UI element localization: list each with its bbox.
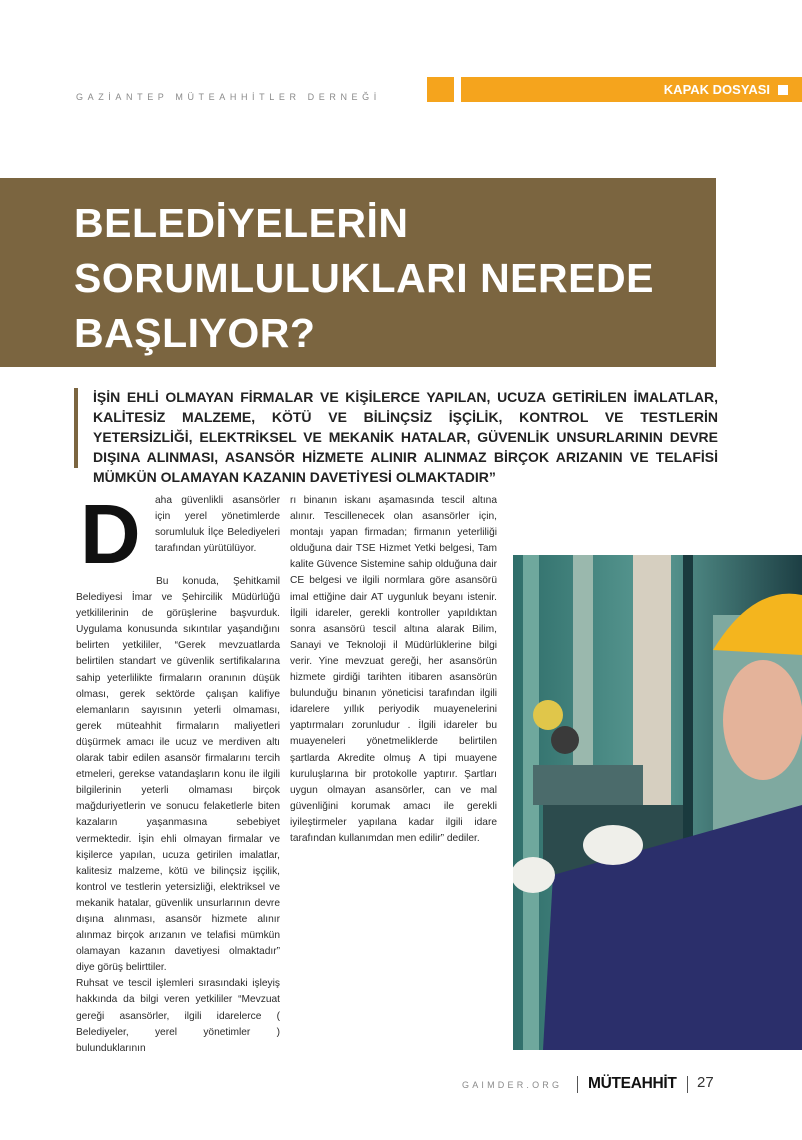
- footer-magazine-logo: MÜTEAHHİT: [588, 1075, 677, 1092]
- drop-cap: D: [80, 487, 141, 581]
- body-paragraph-intro: aha güvenlikli asansörler için yerel yönetimlerde sorumluluk İlçe Belediyeleri tarafından yürütülüyor.: [155, 495, 280, 555]
- body-column-2: [290, 493, 497, 847]
- title-line-3: BAŞLIYOR?: [74, 310, 316, 356]
- page-number: 27: [697, 1074, 714, 1091]
- footer-divider: [577, 1076, 578, 1093]
- section-square-icon: [778, 85, 788, 95]
- title-line-2: SORUMLULUKLARI NEREDE: [74, 255, 654, 301]
- title-line-1: BELEDİYELERİN: [74, 200, 409, 246]
- section-bar: [461, 77, 802, 102]
- body-column-1-top: [155, 493, 280, 557]
- article-title: [74, 196, 654, 361]
- elevator-technician-photo: [513, 555, 802, 1050]
- header-accent-square: [427, 77, 454, 102]
- body-paragraph-2: Ruhsat ve tescil işlemleri sırasındaki işleyiş hakkında da bilgi veren yetkililer “Mevzuat gereği asansörler, ilgili idarelerce ( Belediyeler, yerel yönetimler ) bulunduklarının: [76, 978, 280, 1054]
- photo-illustration: [513, 555, 802, 1050]
- lead-paragraph: İŞİN EHLİ OLMAYAN FİRMALAR VE KİŞİLERCE YAPILAN, UCUZA GETİRİLEN İMALATLAR, KALİTESİZ MALZEME, KÖTÜ VE BİLİNÇSİZ İŞÇİLİK, KONTROL VE TESTLERİN YETERSİZLİĞİ, ELEKTRİKSEL VE MEKANİK HATALAR, GÜVENLİK UNSURLARININ DEVRE DIŞINA ALINMASI, ASANSÖR HİZMETE ALINIR ALINMAZ BİRÇOK ARIZANIN VE TELAFİSİ MÜMKÜN OLAMAYAN KAZANIN DAVETİYESİ OLMAKTADIR”: [93, 389, 718, 485]
- section-label: KAPAK DOSYASI: [663, 82, 770, 97]
- header-org-name: GAZİANTEP MÜTEAHHİTLER DERNEĞİ: [76, 92, 381, 102]
- body-paragraph-1: Bu konuda, Şehitkamil Belediyesi İmar ve Şehircilik Müdürlüğü yetkililerinin de görüşlerine başvurduk. Uygulama konusunda sıkıntılar yaşandığını belirten yetkililer, “Gerek mevzuatlarda belirtilen standart ve güvenlik sertifikalarına sahip yeterlilikte firmaların oranının düşük olması, gerek sektörde çalışan kalifiye elemanların sayısının yeterli olmaması, gerek müteahhit firmaların maliyetleri düşürmek amacı ile ucuz ve merdiven altı olarak tabir edilen asansör firmalarını tercih etmeleri, gerekse vatandaşların konu ile ilgili bilgilerinin yeterli olmaması birçok mağduriyetlerin ve sonucu felaketlerle biten kazaların yaşanmasına sebebiyet vermektedir. İşin ehli olmayan firmalar ve kişilerce yapılan, ucuza getirilen imalatlar, kalitesiz malzeme, kötü ve bilinçsiz işçilik, kontrol ve testlerin yetersizliği, elektriksel ve mekanik hatalar, güvenlik unsurlarının devre dışına alınması, asansör hizmete alınır alınmaz birçok arızanın ve telafisi mümkün olamayan kazanın davetiyesi olmaktadır” diye görüş belirttiler.: [76, 576, 280, 974]
- footer-website: GAIMDER.ORG: [462, 1080, 563, 1090]
- lead-accent-bar: [74, 388, 78, 468]
- body-column-1: [76, 574, 280, 1057]
- body-paragraph-3: rı binanın iskanı aşamasında tescil altına alınır. Tescillenecek olan asansörler için, montajı yapan firmadan; firmanın yeterliliği olduğuna dair TSE Hizmet Yetki belgesi, Tam kalite Güvence Sistemine sahip olduğuna dair CE belgesi ve ilgili normlara göre asansörü imal ettiğine dair AT uygunluk beyanı istenir. İlgili idareler, gerekli kontroller yapıldıktan sonra asansörü tescil altına alarak Bilim, Sanayi ve Teknoloji il Müdürlüklerine bilgi verir. Yine mevzuat gereği, her asansörün hizmete girdiği tarihten itibaren asansörün bulunduğu binanın yöneticisi tarafından ilgili idarelere yıllık periyodik muayenelerini yaptırmaları zorunludur . İlgili idareler bu muayeneleri yönetmeliklerde belirtilen şartlarda Akredite olmuş A tipi muayene kuruluşlarına bir protokolle yaptırır. Şartları uygun olmayan asansörler, can ve mal güvenliğini korumak amacı ile gerekli iyileştirmeler yapılana kadar ilgili idare tarafından kullanımdan men edilir” dediler.: [290, 495, 497, 844]
- footer-divider: [687, 1076, 688, 1093]
